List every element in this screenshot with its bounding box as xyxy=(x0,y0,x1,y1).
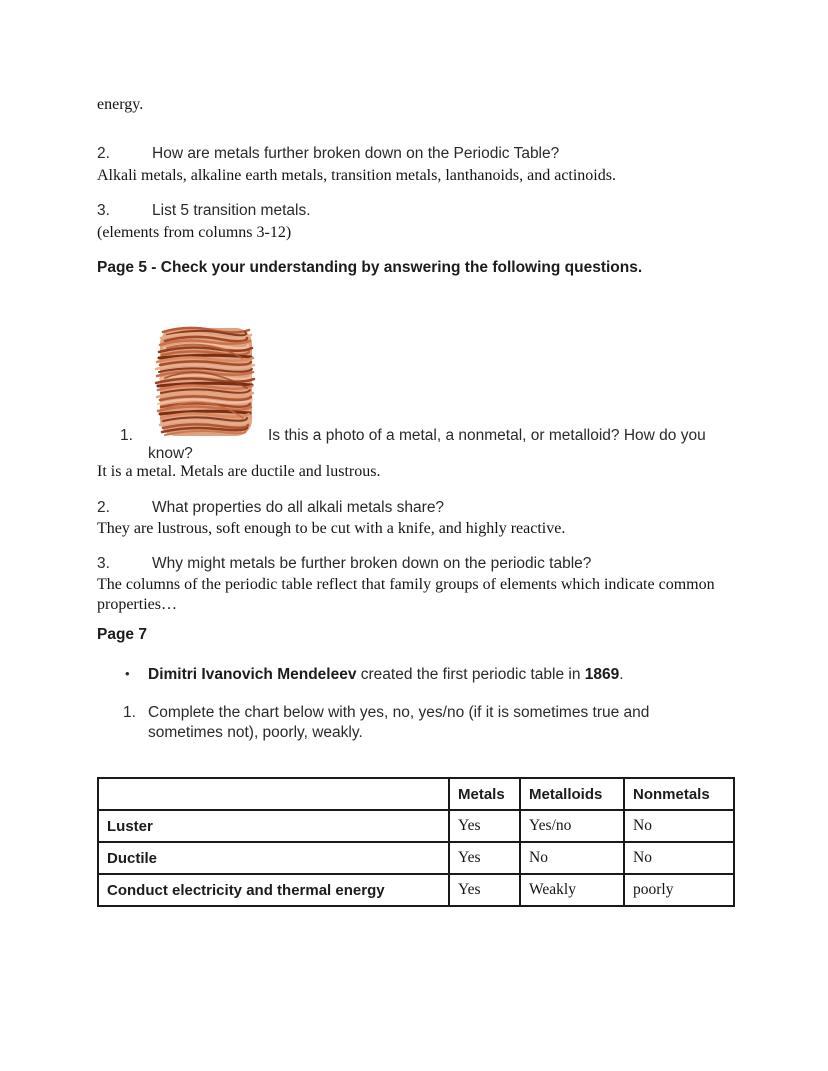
instruction-text-line1: Complete the chart below with yes, no, yes/no (if it is sometimes true and xyxy=(148,704,650,721)
p5-q3-answer-line2: properties… xyxy=(97,596,177,613)
fragment-text: energy. xyxy=(97,96,144,113)
header-metalloids: Metalloids xyxy=(520,778,624,810)
row-label-luster: Luster xyxy=(98,810,449,842)
luster-metalloids-value: Yes/no xyxy=(520,810,624,842)
copper-wire-coil-photo xyxy=(147,318,262,444)
bullet-middle-text: created the first periodic table in xyxy=(356,666,585,683)
p5-q1-number: 1. xyxy=(120,427,133,444)
p5-q1-answer: It is a metal. Metals are ductile and lustrous. xyxy=(97,463,381,480)
p5-q2-line xyxy=(97,498,444,518)
p5-q2-answer: They are lustrous, soft enough to be cut with a knife, and highly reactive. xyxy=(97,520,566,537)
p5-q2-text: What properties do all alkali metals share? xyxy=(152,499,445,516)
table-row xyxy=(98,842,734,874)
question-2-text: How are metals further broken down on the Periodic Table? xyxy=(152,145,560,162)
table-header-row xyxy=(98,778,734,810)
question-3-text: List 5 transition metals. xyxy=(152,202,311,219)
p5-q1-text-line2: know? xyxy=(148,445,193,462)
p5-q3-line xyxy=(97,554,591,574)
bullet-period: . xyxy=(619,666,624,683)
question-2-line xyxy=(97,144,559,164)
question-2-number: 2. xyxy=(97,145,110,162)
bullet-marker: • xyxy=(125,666,130,681)
header-empty-cell xyxy=(98,778,449,810)
conduct-metals-value: Yes xyxy=(449,874,520,906)
mendeleev-name-bold: Dimitri Ivanovich Mendeleev xyxy=(148,666,357,683)
properties-comparison-table xyxy=(97,777,735,907)
year-bold: 1869 xyxy=(584,666,620,683)
chart-instruction-line1 xyxy=(123,703,649,723)
question-3-number: 3. xyxy=(97,202,110,219)
p5-q3-answer-line1: The columns of the periodic table reflect that family groups of elements which indicate common xyxy=(97,576,715,593)
p5-q3-number: 3. xyxy=(97,555,110,572)
page7-heading: Page 7 xyxy=(97,626,147,643)
luster-nonmetals-value: No xyxy=(624,810,734,842)
row-label-conduct: Conduct electricity and thermal energy xyxy=(98,874,449,906)
row-label-ductile: Ductile xyxy=(98,842,449,874)
table-row xyxy=(98,874,734,906)
ductile-metals-value: Yes xyxy=(449,842,520,874)
ductile-metalloids-value: No xyxy=(520,842,624,874)
conduct-metalloids-value: Weakly xyxy=(520,874,624,906)
p5-q2-number: 2. xyxy=(97,499,110,516)
question-3-line xyxy=(97,201,311,221)
luster-metals-value: Yes xyxy=(449,810,520,842)
page5-heading: Page 5 - Check your understanding by answering the following questions. xyxy=(97,259,643,276)
ductile-nonmetals-value: No xyxy=(624,842,734,874)
header-nonmetals: Nonmetals xyxy=(624,778,734,810)
chart-instruction-line2: sometimes not), poorly, weakly. xyxy=(148,724,363,741)
question-3-note: (elements from columns 3-12) xyxy=(97,224,292,241)
mendeleev-bullet xyxy=(125,664,624,684)
header-metals: Metals xyxy=(449,778,520,810)
p5-q1-text-line1: Is this a photo of a metal, a nonmetal, or metalloid? How do you xyxy=(268,427,706,444)
instruction-number: 1. xyxy=(123,704,136,721)
p5-q3-text: Why might metals be further broken down on the periodic table? xyxy=(152,555,592,572)
question-2-answer: Alkali metals, alkaline earth metals, transition metals, lanthanoids, and actinoids. xyxy=(97,167,616,184)
table-row xyxy=(98,810,734,842)
conduct-nonmetals-value: poorly xyxy=(624,874,734,906)
